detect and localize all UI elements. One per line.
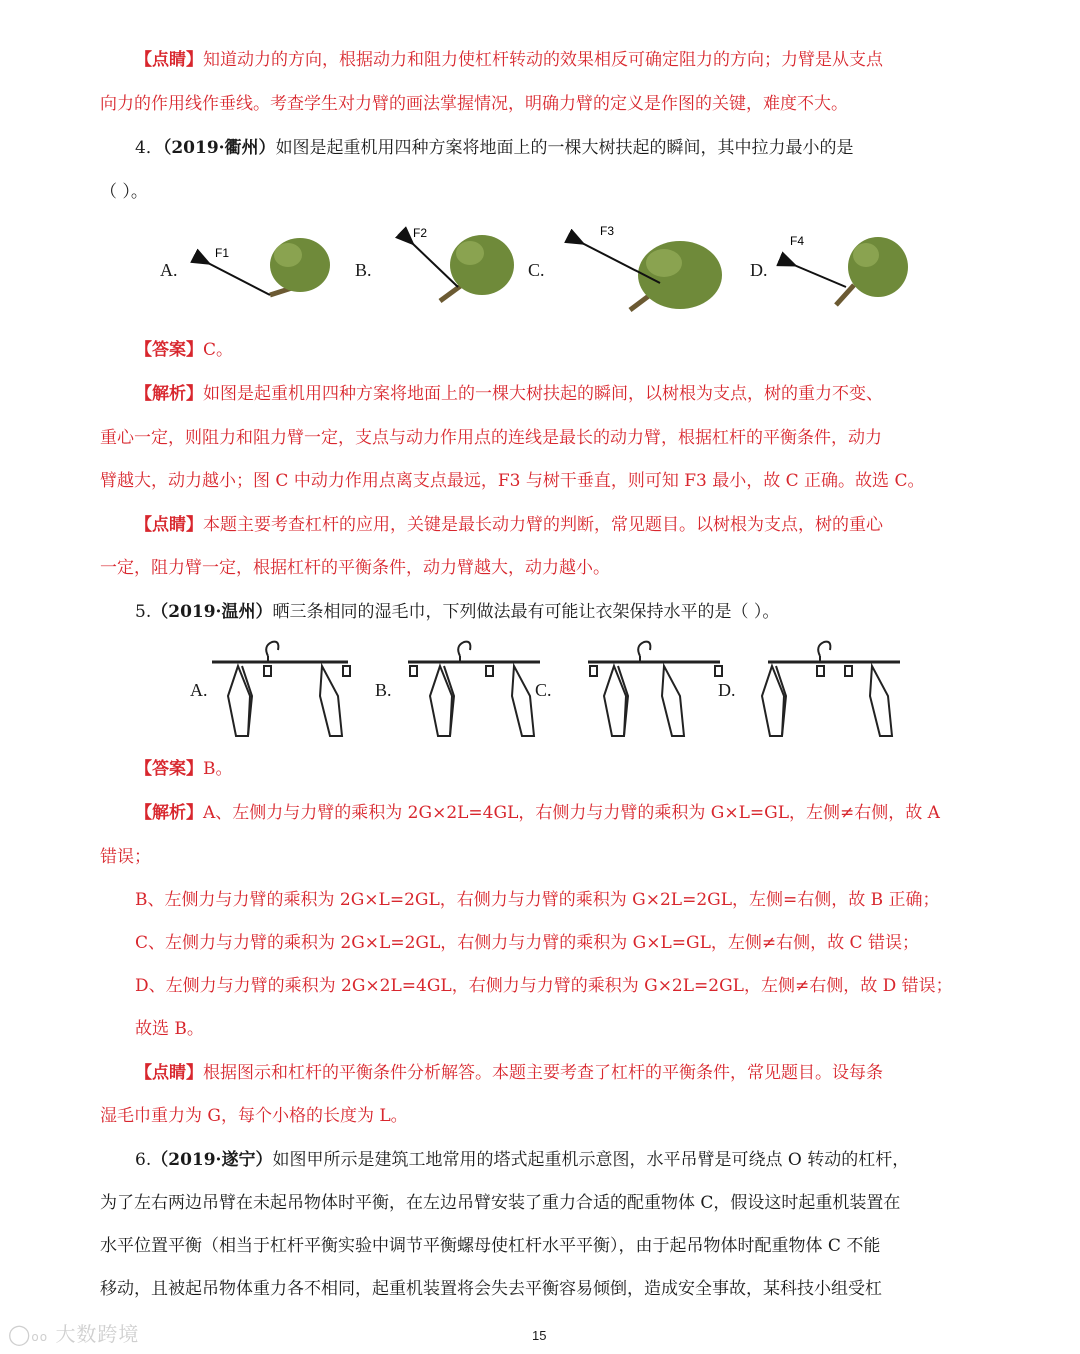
q4-option-a: A. — [160, 260, 178, 280]
q5-analysis-5: D、左侧力与力臂的乘积为 2G×2L=4GL，右侧力与力臂的乘积为 G×2L=2GL，左侧≠右侧，故 D 错误； — [135, 976, 953, 996]
q4-analysis-2: 重心一定，则阻力和阻力臂一定，支点与动力作用点的连线是最长的动力臂，根据杠杆的平衡条件，动力 — [100, 428, 882, 448]
q4-tree-figures — [0, 215, 1080, 325]
note-line-1: 【点睛】知道动力的方向，根据动力和阻力使杠杆转动的效果相反可确定阻力的方向；力臂是从支点 — [135, 50, 883, 70]
page-number: 15 — [532, 1328, 547, 1343]
force-arrow-a — [208, 263, 270, 295]
force-arrow-d — [794, 265, 846, 287]
note-line-2: 向力的作用线作垂线。考查学生对力臂的画法掌握情况，明确力臂的定义是作图的关键，难度不大。 — [100, 94, 848, 114]
q5-option-b: B. — [375, 680, 392, 700]
q6-stem-line-3: 水平位置平衡（相当于杠杆平衡实验中调节平衡螺母使杠杆水平平衡），由于起吊物体时配重物体 C 不能 — [100, 1236, 881, 1256]
q4-note-1: 【点睛】本题主要考查杠杆的应用，关键是最长动力臂的判断，常见题目。以树根为支点，树的重心 — [135, 515, 883, 535]
watermark: ◯oo 大数跨境 — [8, 1322, 140, 1346]
q5-analysis-4: C、左侧力与力臂的乘积为 2G×L=2GL，右侧力与力臂的乘积为 G×L=GL，左侧≠右侧，故 C 错误； — [135, 933, 919, 953]
q5-analysis-3: B、左侧力与力臂的乘积为 2G×L=2GL，右侧力与力臂的乘积为 G×2L=2GL，左侧=右侧，故 B 正确； — [135, 890, 940, 910]
q5-analysis-2: 错误； — [100, 847, 151, 867]
q5-answer: 【答案】B。 — [135, 759, 233, 779]
q5-analysis-6: 故选 B。 — [135, 1019, 204, 1039]
force-label-f2: F2 — [413, 226, 428, 240]
q5-option-a: A. — [190, 680, 208, 700]
q5-note-1: 【点睛】根据图示和杠杆的平衡条件分析解答。本题主要考查了杠杆的平衡条件，常见题目。设每条 — [135, 1063, 883, 1083]
tree-b — [412, 226, 514, 301]
hanger-d — [762, 642, 900, 736]
hanger-b — [408, 642, 540, 736]
force-label-f4: F4 — [790, 234, 805, 248]
q6-stem-line-1: 6.（2019·遂宁）如图甲所示是建筑工地常用的塔式起重机示意图，水平吊臂是可绕点 O 转动的杠杆， — [135, 1150, 910, 1170]
q6-stem-line-4: 移动，且被起吊物体重力各不相同，起重机装置将会失去平衡容易倾倒，造成安全事故，某科技小组受杠 — [100, 1279, 882, 1299]
q5-analysis-1: 【解析】A、左侧力与力臂的乘积为 2G×2L=4GL，右侧力与力臂的乘积为 G×L=GL，左侧≠右侧，故 A — [135, 803, 940, 823]
q4-answer: 【答案】C。 — [135, 340, 234, 360]
tree-c — [582, 224, 722, 310]
q4-analysis-3: 臂越大，动力越小；图 C 中动力作用点离支点最远，F3 与树干垂直，则可知 F3 最小，故 C 正确。故选 C。 — [100, 471, 925, 491]
q4-option-d: D. — [750, 260, 768, 280]
hanger-a — [212, 642, 350, 736]
q4-stem-line-2: （ ）。 — [100, 182, 148, 202]
hanger-c — [588, 642, 722, 736]
tree-a — [208, 238, 330, 295]
q6-stem-line-2: 为了左右两边吊臂在未起吊物体时平衡，在左边吊臂安装了重力合适的配重物体 C，假设这时起重机装置在 — [100, 1193, 901, 1213]
q4-option-b: B. — [355, 260, 372, 280]
force-label-f1: F1 — [215, 246, 230, 260]
q5-stem: 5.（2019·温州）晒三条相同的湿毛巾，下列做法最有可能让衣架保持水平的是（ ）。 — [135, 602, 780, 622]
force-label-f3: F3 — [600, 224, 615, 238]
q5-note-2: 湿毛巾重力为 G，每个小格的长度为 L。 — [100, 1106, 408, 1126]
q4-analysis-1: 【解析】如图是起重机用四种方案将地面上的一棵大树扶起的瞬间，以树根为支点，树的重力不变、 — [135, 384, 883, 404]
q5-hanger-figures — [0, 630, 1080, 750]
q5-option-c: C. — [535, 680, 552, 700]
q4-note-2: 一定，阻力臂一定，根据杠杆的平衡条件，动力臂越大，动力越小。 — [100, 558, 610, 578]
tree-d — [790, 234, 908, 305]
q4-stem-line-1: 4．（2019·衢州）如图是起重机用四种方案将地面上的一棵大树扶起的瞬间，其中拉力最小的是 — [135, 138, 854, 158]
q4-option-c: C. — [528, 260, 545, 280]
q5-option-d: D. — [718, 680, 736, 700]
